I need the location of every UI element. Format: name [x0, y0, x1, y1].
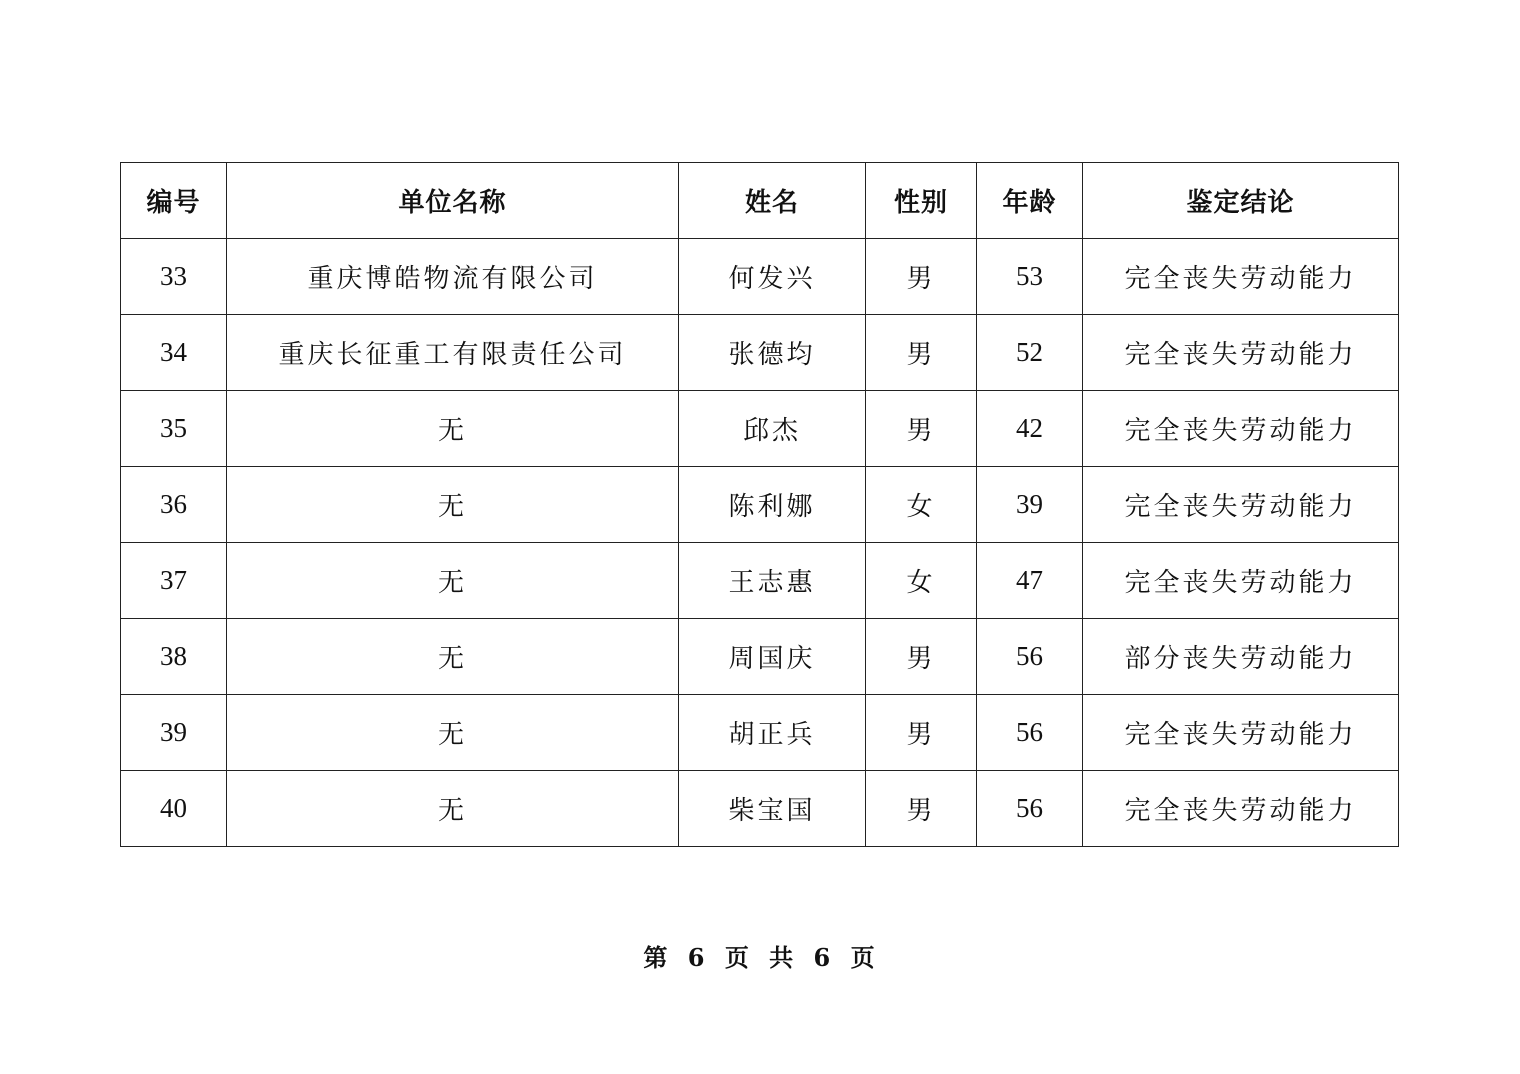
cell-unit-name: 重庆博皓物流有限公司	[227, 239, 679, 315]
cell-unit-name: 无	[227, 619, 679, 695]
table-row	[121, 771, 1399, 847]
cell-number: 37	[121, 543, 227, 619]
cell-name: 邱杰	[679, 391, 866, 467]
cell-conclusion: 完全丧失劳动能力	[1083, 315, 1399, 391]
cell-gender: 男	[866, 771, 977, 847]
cell-conclusion: 完全丧失劳动能力	[1083, 467, 1399, 543]
table-row	[121, 619, 1399, 695]
cell-name: 王志惠	[679, 543, 866, 619]
header-name: 姓名	[679, 163, 866, 239]
header-unit-name: 单位名称	[227, 163, 679, 239]
cell-conclusion: 完全丧失劳动能力	[1083, 391, 1399, 467]
cell-number: 36	[121, 467, 227, 543]
table-header-row	[121, 163, 1399, 239]
cell-conclusion: 完全丧失劳动能力	[1083, 543, 1399, 619]
cell-gender: 女	[866, 543, 977, 619]
cell-name: 何发兴	[679, 239, 866, 315]
cell-age: 47	[977, 543, 1083, 619]
cell-gender: 男	[866, 695, 977, 771]
cell-age: 56	[977, 619, 1083, 695]
cell-number: 38	[121, 619, 227, 695]
cell-gender: 女	[866, 467, 977, 543]
cell-unit-name: 无	[227, 467, 679, 543]
cell-age: 56	[977, 695, 1083, 771]
table-row	[121, 543, 1399, 619]
cell-age: 39	[977, 467, 1083, 543]
header-number: 编号	[121, 163, 227, 239]
cell-conclusion: 部分丧失劳动能力	[1083, 619, 1399, 695]
cell-number: 39	[121, 695, 227, 771]
header-conclusion: 鉴定结论	[1083, 163, 1399, 239]
cell-gender: 男	[866, 391, 977, 467]
cell-unit-name: 无	[227, 391, 679, 467]
cell-age: 56	[977, 771, 1083, 847]
cell-name: 周国庆	[679, 619, 866, 695]
cell-name: 张德均	[679, 315, 866, 391]
cell-age: 42	[977, 391, 1083, 467]
cell-number: 33	[121, 239, 227, 315]
cell-unit-name: 无	[227, 543, 679, 619]
table-row	[121, 467, 1399, 543]
header-gender: 性别	[866, 163, 977, 239]
cell-gender: 男	[866, 315, 977, 391]
table-row	[121, 315, 1399, 391]
cell-unit-name: 无	[227, 695, 679, 771]
cell-gender: 男	[866, 619, 977, 695]
cell-number: 40	[121, 771, 227, 847]
cell-age: 53	[977, 239, 1083, 315]
cell-name: 胡正兵	[679, 695, 866, 771]
cell-age: 52	[977, 315, 1083, 391]
table-row	[121, 239, 1399, 315]
table-row	[121, 391, 1399, 467]
cell-unit-name: 无	[227, 771, 679, 847]
cell-gender: 男	[866, 239, 977, 315]
cell-number: 35	[121, 391, 227, 467]
cell-name: 柴宝国	[679, 771, 866, 847]
cell-conclusion: 完全丧失劳动能力	[1083, 771, 1399, 847]
header-age: 年龄	[977, 163, 1083, 239]
appraisal-table	[120, 162, 1399, 847]
page-number-footer: 第 6 页 共 6 页	[643, 943, 877, 972]
cell-number: 34	[121, 315, 227, 391]
table-row	[121, 695, 1399, 771]
cell-unit-name: 重庆长征重工有限责任公司	[227, 315, 679, 391]
cell-name: 陈利娜	[679, 467, 866, 543]
cell-conclusion: 完全丧失劳动能力	[1083, 239, 1399, 315]
cell-conclusion: 完全丧失劳动能力	[1083, 695, 1399, 771]
